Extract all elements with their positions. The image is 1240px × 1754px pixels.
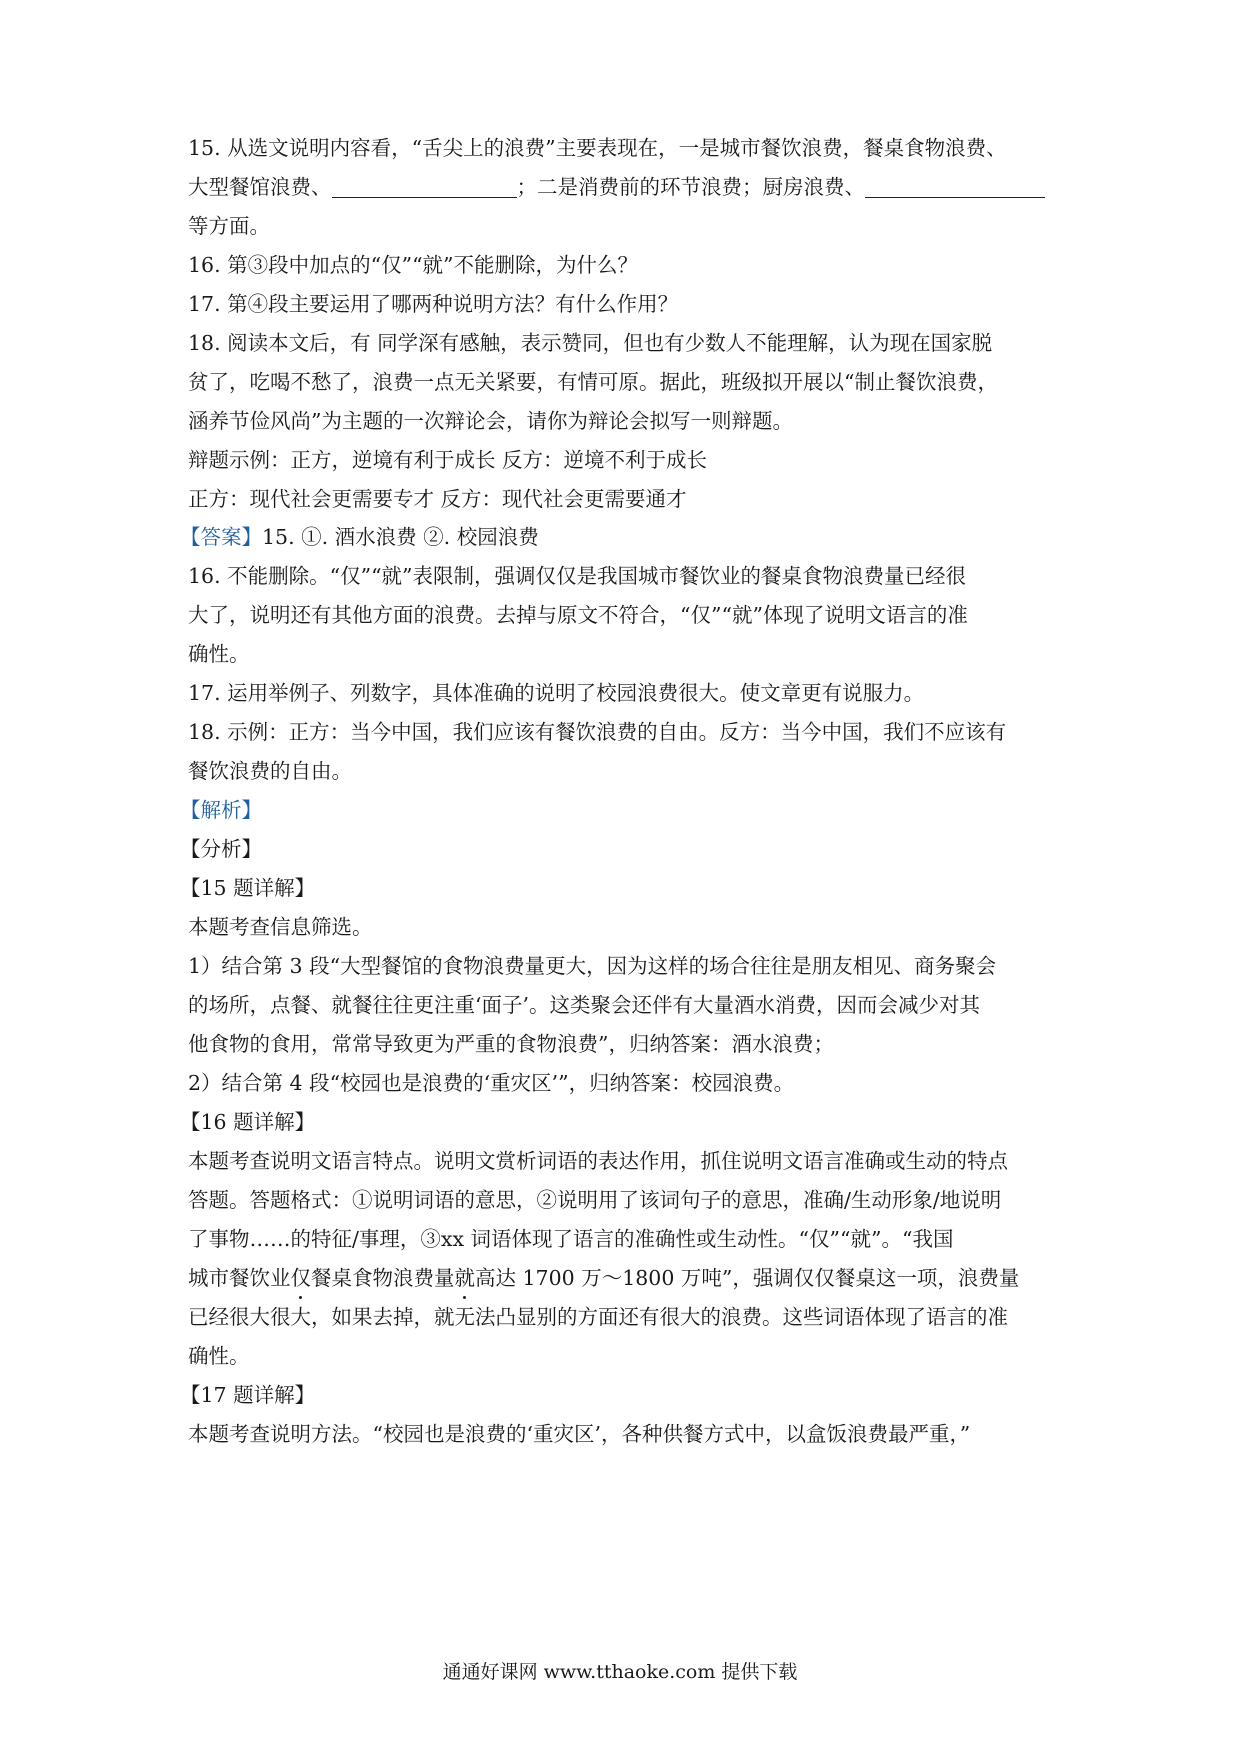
q15-line-2-b: ；二是消费前的环节浪费；厨房浪费、: [516, 175, 865, 199]
q16-detail-line-4-e: 高达 1700 万～1800 万吨”，强调仅仅餐桌这一项，浪费量: [475, 1266, 1020, 1290]
page-footer: 通通好课网 www.tthaoke.com 提供下载: [442, 1661, 798, 1683]
q18-line-3: 涵养节俭风尚”为主题的一次辩论会，请你为辩论会拟写一则辩题。: [188, 409, 793, 433]
q16-detail-line-6: 确性。: [188, 1344, 250, 1368]
q15-detail-line-0: 本题考查信息筛选。: [188, 915, 373, 939]
q15-line-2-a: 大型餐馆浪费、: [188, 175, 332, 199]
q17-detail-heading: 【17 题详解】: [180, 1383, 316, 1407]
q15-detail-line-1: 1）结合第 3 段“大型餐馆的食物浪费量更大，因为这样的场合往往是朋友相见、商务聚会: [188, 954, 997, 978]
analysis-tag: 【解析】: [180, 798, 262, 822]
answer-16-line-2: 大了，说明还有其他方面的浪费。去掉与原文不符合，“仅”“就”体现了说明文语言的准: [188, 603, 968, 627]
q15-detail-line-3: 他食物的食用，常常导致更为严重的食物浪费”，归纳答案：酒水浪费；: [188, 1032, 834, 1056]
q16-detail-line-4-c: 餐桌食物浪费量: [311, 1266, 455, 1290]
q18-line-4: 辩题示例：正方，逆境有利于成长 反方：逆境不利于成长: [188, 448, 708, 472]
q17-detail-line-1: 本题考查说明方法。“校园也是浪费的‘重灾区’，各种供餐方式中，以盒饭浪费最严重，”: [188, 1422, 971, 1446]
q16-detail-line-1: 本题考查说明文语言特点。说明文赏析词语的表达作用，抓住说明文语言准确或生动的特点: [188, 1149, 1008, 1173]
q15-detail-line-4: 2）结合第 4 段“校园也是浪费的‘重灾区’”，归纳答案：校园浪费。: [188, 1071, 795, 1095]
q15-detail-line-2: 的场所，点餐、就餐往往更注重‘面子’。这类聚会还伴有大量酒水消费，因而会减少对其: [188, 993, 981, 1017]
emphasis-dot-char-jiu: 就: [455, 1263, 476, 1293]
q16-detail-heading: 【16 题详解】: [180, 1110, 316, 1134]
q15-line-2: [188, 172, 1058, 202]
q16-detail-line-4-a: 城市餐饮业: [188, 1266, 291, 1290]
q17-question: 17. 第④段主要运用了哪两种说明方法？有什么作用？: [188, 292, 679, 316]
q16-detail-line-2: 答题。答题格式：①说明词语的意思，②说明用了该词句子的意思，准确/生动形象/地说明: [188, 1188, 1002, 1212]
answer-17: 17. 运用举例子、列数字，具体准确的说明了校园浪费很大。使文章更有说服力。: [188, 681, 925, 705]
answer-tag: 【答案】: [180, 525, 262, 549]
answer-blank-2: [865, 175, 1045, 198]
answer-16-line-1: 16. 不能删除。“仅”“就”表限制，强调仅仅是我国城市餐饮业的餐桌食物浪费量已经很: [188, 564, 967, 588]
answer-16-line-3: 确性。: [188, 642, 250, 666]
answer-18-line-1: 18. 示例：正方：当今中国，我们应该有餐饮浪费的自由。反方：当今中国，我们不应该有: [188, 720, 1007, 744]
q18-line-1: 18. 阅读本文后，有 同学深有感触，表示赞同，但也有少数人不能理解，认为现在国家脱: [188, 331, 993, 355]
q16-detail-line-5: 已经很大很大，如果去掉，就无法凸显别的方面还有很大的浪费。这些词语体现了语言的准: [188, 1305, 1008, 1329]
emphasis-dot-char-jin: 仅: [291, 1263, 312, 1293]
q16-question: 16. 第③段中加点的“仅”“就”不能删除，为什么？: [188, 253, 639, 277]
answer-blank-1: [332, 175, 517, 198]
q18-line-5: 正方：现代社会更需要专才 反方：现代社会更需要通才: [188, 487, 687, 511]
q16-detail-line-4: [188, 1263, 1058, 1293]
answer-18-line-2: 餐饮浪费的自由。: [188, 759, 352, 783]
q18-line-2: 贫了，吃喝不愁了，浪费一点无关紧要，有情可原。据此，班级拟开展以“制止餐饮浪费，: [188, 370, 998, 394]
q15-detail-heading: 【15 题详解】: [180, 876, 316, 900]
answer-line-15: [180, 522, 1050, 552]
q15-line-1: 15. 从选文说明内容看，“舌尖上的浪费”主要表现在，一是城市餐饮浪费，餐桌食物浪费、: [188, 136, 1007, 160]
q15-line-3: 等方面。: [188, 214, 270, 238]
answer-15-text: 15. ①. 酒水浪费 ②. 校园浪费: [262, 525, 539, 549]
fenxi-heading: 【分析】: [180, 837, 262, 861]
q16-detail-line-3: 了事物……的特征/事理，③xx 词语体现了语言的准确性或生动性。“仅”“就”。“我国: [188, 1227, 954, 1251]
